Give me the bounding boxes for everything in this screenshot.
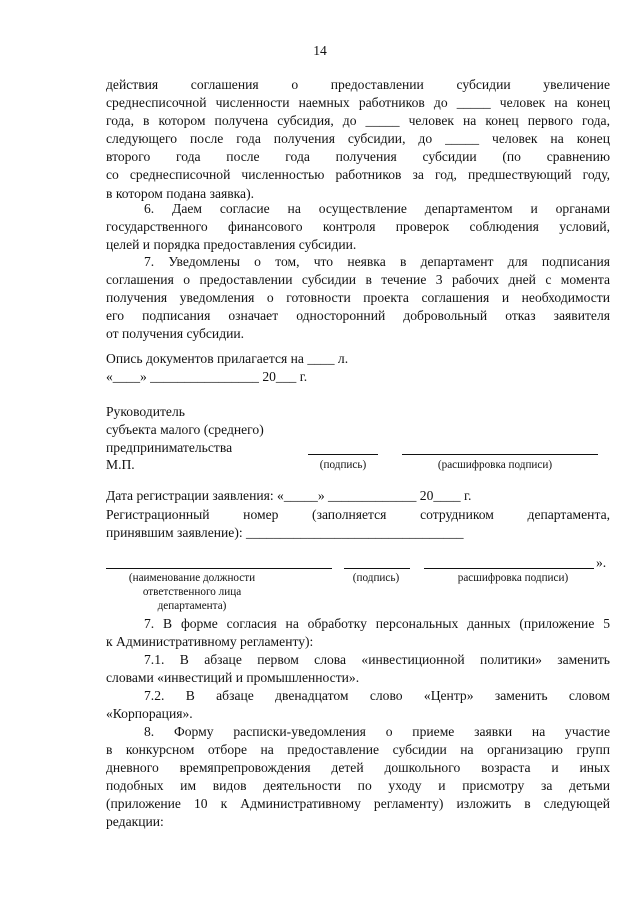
text-line: года, в котором получена субсидия, до _____ человек на конец первого года,: [106, 113, 610, 129]
text-line: получения уведомления о готовности проекта соглашения и необходимости: [106, 290, 610, 306]
signature-field[interactable]: [308, 454, 378, 455]
item-8: [106, 723, 610, 832]
text-line: целей и порядка предоставления субсидии.: [106, 237, 357, 253]
text-line: соглашения о предоставлении субсидии в течение 3 рабочих дней с момента: [106, 272, 610, 288]
paragraph-6: [106, 200, 610, 254]
text-line: 7. Уведомлены о том, что неявка в департамент для подписания: [144, 254, 610, 269]
signature-caption: (подпись): [319, 459, 367, 471]
item-7-2: [106, 687, 610, 723]
responsible-decoding-caption: расшифровка подписи): [457, 572, 569, 584]
text-line: от получения субсидии.: [106, 326, 245, 342]
decoding-caption: (расшифровка подписи): [437, 459, 553, 471]
text-line: 7.1. В абзаце первом слова «инвестиционной политики» заменить: [144, 652, 610, 667]
inventory-line: Опись документов прилагается на ____ л.: [106, 351, 349, 366]
decoding-field[interactable]: [402, 454, 598, 455]
text-line: его подписания означает односторонний добровольный отказ заявителя: [106, 308, 610, 324]
text-line: в конкурсном отборе на предоставление субсидии на организацию групп: [106, 742, 610, 758]
responsible-signature-field[interactable]: [344, 568, 410, 569]
stamp-place: М.П.: [106, 457, 135, 472]
head-entrepreneurship: предпринимательства: [106, 440, 233, 455]
text-line: государственного финансового контроля проверок соблюдения условий,: [106, 219, 610, 235]
text-line: к Административному регламенту):: [106, 634, 314, 650]
item-7-1: [106, 651, 610, 687]
text-line: принявшим заявление): ________________________________: [106, 525, 464, 541]
text-line: 7. В форме согласия на обработку персональных данных (приложение 5: [144, 616, 610, 631]
text-line: 7.2. В абзаце двенадцатом слово «Центр» заменить словом: [144, 688, 610, 703]
position-field[interactable]: [106, 568, 332, 569]
text-line: среднесписочной численности наемных работников до _____ человек на конец: [106, 95, 610, 111]
registration-date: Дата регистрации заявления: «_____» _____________ 20____ г.: [106, 488, 472, 503]
position-caption: ответственного лица: [142, 586, 242, 598]
position-caption: департамента): [157, 600, 227, 612]
text-line: (приложение 10 к Административному регламенту) изложить в следующей: [106, 796, 610, 812]
text-line: следующего после года получения субсидии, до _____ человек на конец: [106, 131, 610, 147]
text-line: второго года после года получения субсидии (по сравнению: [106, 149, 610, 165]
responsible-signature-caption: (подпись): [352, 572, 400, 584]
text-line: 6. Даем согласие на осуществление департаментом и органами: [144, 201, 610, 216]
text-line: в котором подана заявка).: [106, 185, 255, 201]
position-caption: (наименование должности: [128, 572, 256, 584]
date-line: «____» ________________ 20___ г.: [106, 369, 308, 384]
text-line: 8. Форму расписки-уведомления о приеме заявки на участие: [144, 724, 610, 739]
text-line: редакции:: [106, 814, 164, 830]
item-7: [106, 615, 610, 651]
paragraph-7: [106, 253, 610, 343]
text-line: «Корпорация».: [106, 706, 193, 722]
text-line: дневного времяпрепровождения детей дошкольного возраста и иных: [106, 760, 610, 776]
text-line: Регистрационный номер (заполняется сотрудником департамента,: [106, 507, 610, 522]
text-line: действия соглашения о предоставлении субсидии увеличение: [106, 77, 610, 92]
paragraph-continuation: [106, 76, 610, 203]
page-number: 14: [313, 43, 327, 58]
text-line: словами «инвестиций и промышленности».: [106, 670, 360, 686]
text-line: подобных им видов деятельности по уходу и присмотру за детьми: [106, 778, 610, 794]
head-title: Руководитель: [106, 404, 185, 419]
registration-number: [106, 506, 610, 542]
closing-quote: ».: [596, 555, 607, 570]
responsible-decoding-field[interactable]: [424, 568, 594, 569]
head-subject: субъекта малого (среднего): [106, 422, 264, 437]
text-line: со среднесписочной численностью работников за год, предшествующий году,: [106, 167, 610, 183]
